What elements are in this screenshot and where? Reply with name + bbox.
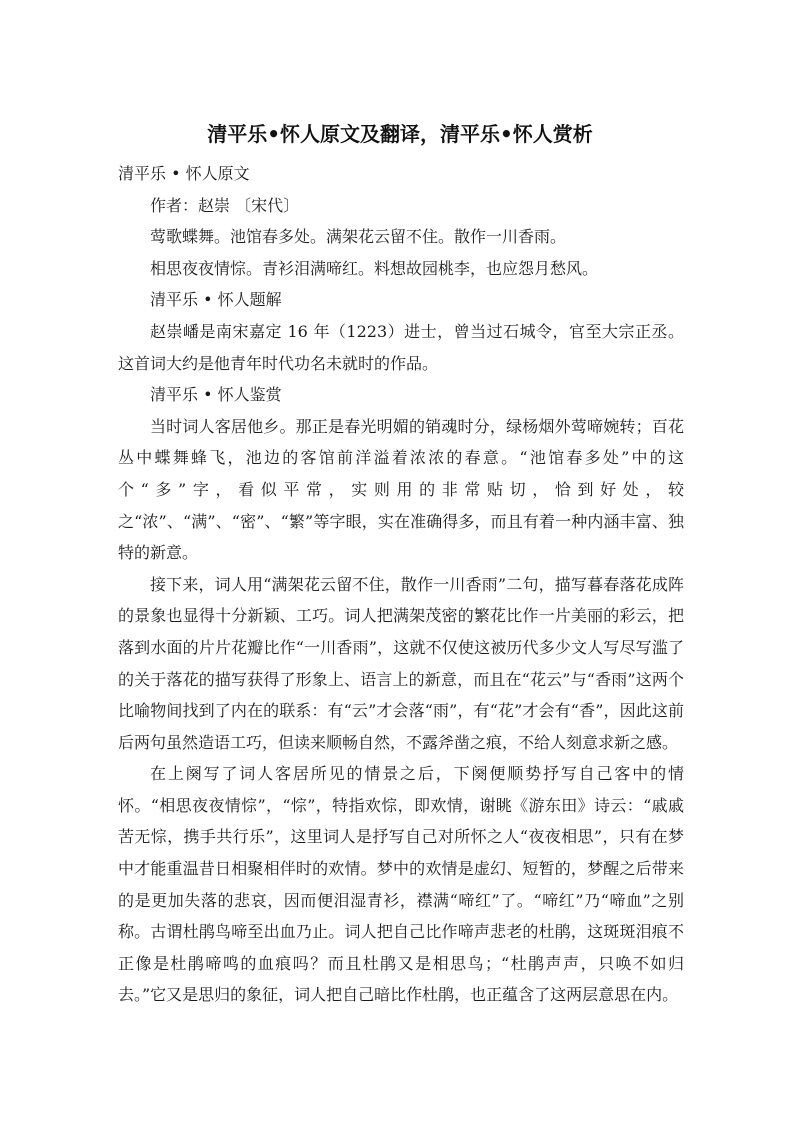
section-heading-appreciation: 清平乐 • 怀人鉴赏 bbox=[150, 385, 282, 405]
explanation-paragraph: 赵崇嶓是南宋嘉定 16 年（1223）进士，曾当过石城令，官至大宗正丞。这首词大约是他青年时代功名未就时的作品。 bbox=[118, 321, 684, 373]
document-body bbox=[118, 158, 684, 1011]
section-heading-original: 清平乐 • 怀人原文 bbox=[118, 164, 250, 183]
appreciation-paragraph-3: 在上阕写了词人客居所见的情景之后，下阕便顺势抒写自己客中的情怀。“相思夜夜情悰”，“悰”，特指欢悰，即欢情，谢眺《游东田》诗云：“戚戚苦无悰，携手共行乐”，这里词人是抒写自己对所怀之人“夜夜相思”，只有在梦中才能重温昔日相聚相伴时的欢情。梦中的欢情是虚幻、短暂的，梦醒之后带来的是更加失落的悲哀，因而便泪湿青衫，襟满“啼红”了。“啼红”乃“啼血”之别称。古谓杜鹃鸟啼至出血乃止。词人把自己比作啼声悲老的杜鹃，这斑斑泪痕不正像是杜鹃啼鸣的血痕吗？而且杜鹃又是相思鸟；“杜鹃声声，只唤不如归去。”它又是思归的象征，词人把自己暗比作杜鹃，也正蕴含了这两层意思在内。 bbox=[118, 764, 684, 1005]
poem-line-1: 莺歌蝶舞。池馆春多处。满架花云留不住。散作一川香雨。 bbox=[150, 227, 567, 247]
author-line: 作者：赵崇 〔宋代〕 bbox=[150, 195, 300, 215]
appreciation-paragraph-2: 接下来，词人用“满架花云留不住，散作一川香雨”二句，描写暮春落花成阵的景象也显得十分新颖、工巧。词人把满架茂密的繁花比作一片美丽的彩云，把落到水面的片片花瓣比作“一川香雨”，这就不仅使这被历代多少文人写尽写滥了的关于落花的描写获得了形象上、语言上的新意，而且在“花云”与“香雨”这两个比喻物间找到了内在的联系：有“云”才会落“雨”，有“花”才会有“香”，因此这前后两句虽然造语工巧，但读来顺畅自然，不露斧凿之痕，不给人刻意求新之感。 bbox=[118, 574, 684, 752]
appreciation-paragraph-1: 当时词人客居他乡。那正是春光明媚的销魂时分，绿杨烟外莺啼婉转；百花丛中蝶舞蜂飞，池边的客馆前洋溢着浓浓的春意。“池馆春多处”中的这个“多”字，看似平常，实则用的非常贴切，恰到好处，较之“浓”、“满”、“密”、“繁”等字眼，实在准确得多，而且有着一种内涵丰富、独特的新意。 bbox=[118, 416, 684, 563]
section-heading-explanation: 清平乐 • 怀人题解 bbox=[150, 290, 282, 310]
document-title: 清平乐•怀人原文及翻译，清平乐•怀人赏析 bbox=[207, 122, 593, 146]
poem-line-2: 相思夜夜情悰。青衫泪满啼红。料想故园桃李，也应怨月愁风。 bbox=[150, 258, 599, 278]
